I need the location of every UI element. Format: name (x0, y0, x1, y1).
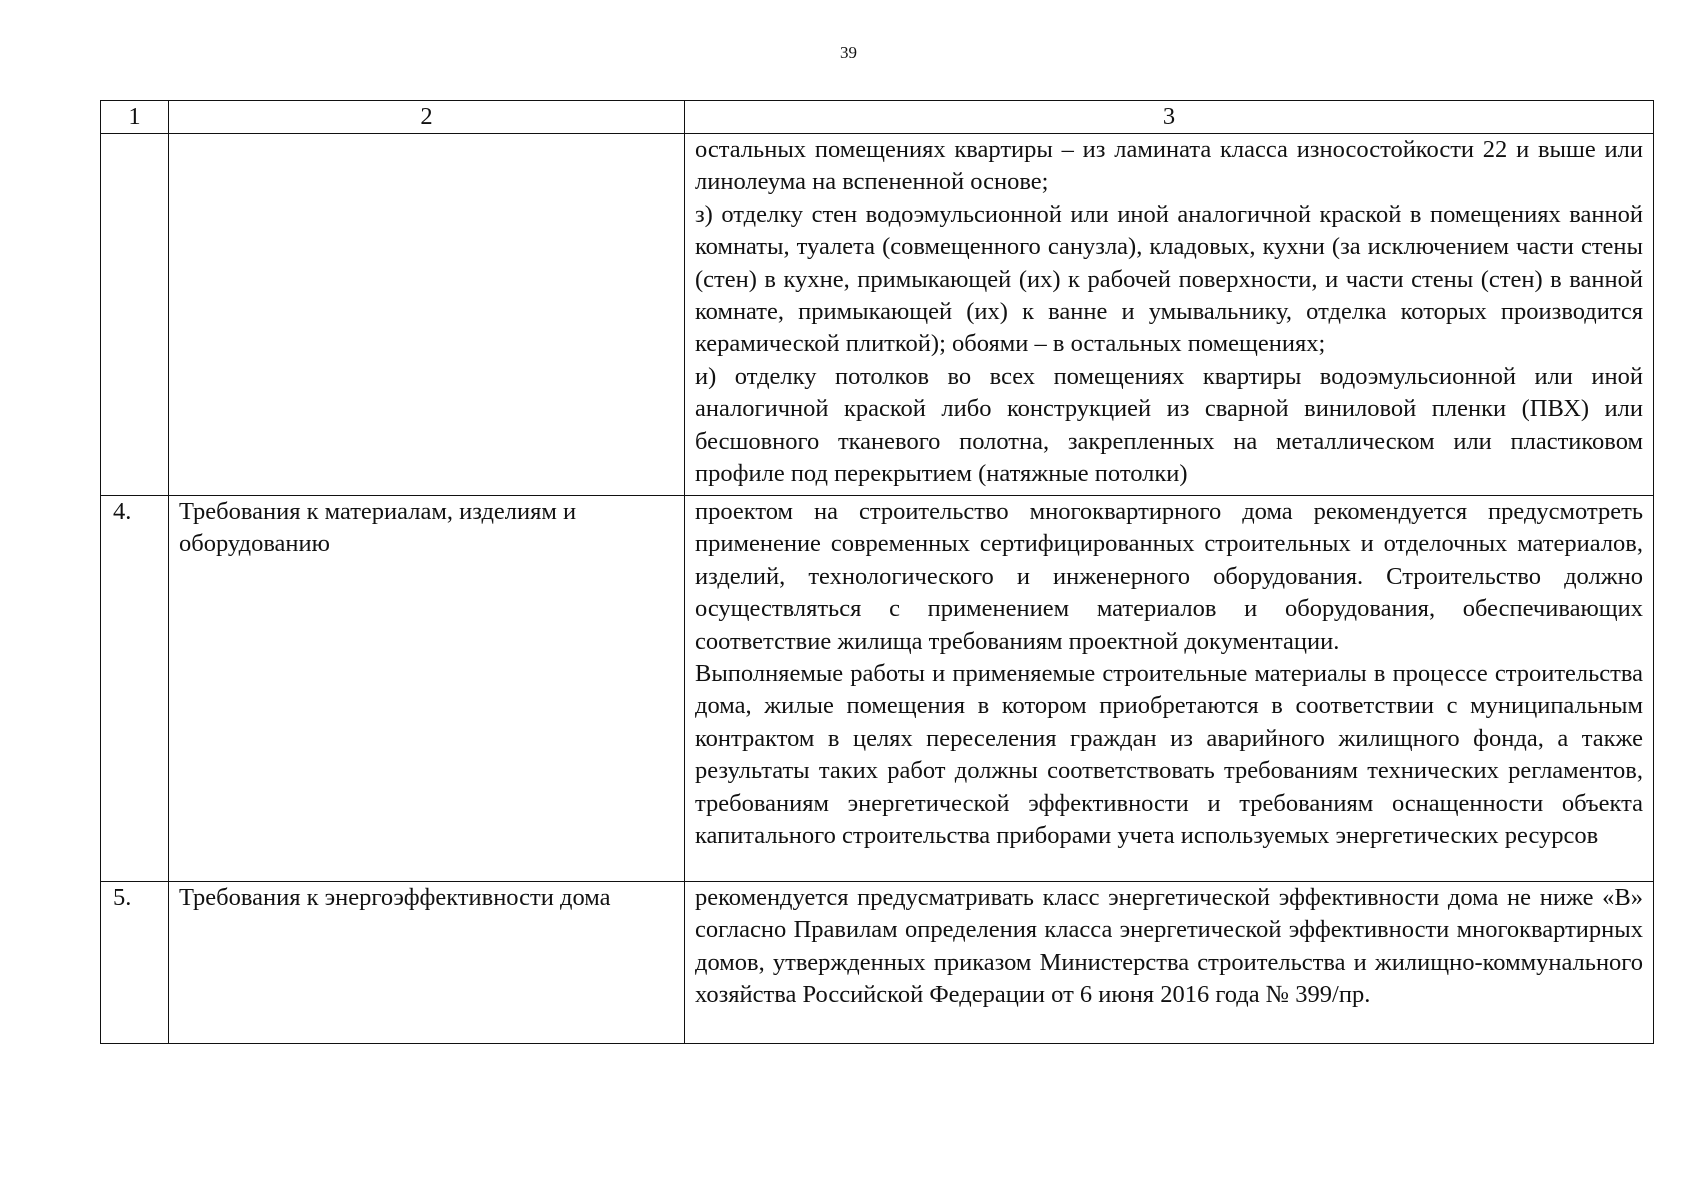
details-paragraph: Выполняемые работы и применяемые строительные материалы в процессе строительства дома, жилые помещения в котором приобретаются в соответствии с муниципальным контрактом в целях переселения граждан из аварийного жилищного фонда, а также результаты таких работ должны соответствовать требованиям технических регламентов, требованиям энергетической эффективности и требованиям оснащенности объекта капитального строительства приборами учета используемых энергетических ресурсов (695, 660, 1643, 850)
row-number (101, 134, 169, 496)
table-header-row (101, 101, 1654, 134)
details-paragraph: остальных помещениях квартиры – из ламината класса износостойкости 22 и выше или линолеума на вспененной основе; (695, 136, 1643, 196)
details-paragraph: и) отделку потолков во всех помещениях квартиры водоэмульсионной или иной аналогичной краской либо конструкцией из сварной виниловой пленки (ПВХ) или бесшовного тканевого полотна, закрепленных на металлическом или пластиковом профиле под перекрытием (натяжные потолки) (695, 362, 1643, 488)
requirement-name: Требования к энергоэффективности дома (169, 882, 685, 1044)
header-cell-2: 2 (169, 101, 685, 134)
details-paragraph: з) отделку стен водоэмульсионной или иной аналогичной краской в помещениях ванной комнаты, туалета (совмещенного санузла), кладовых, кухни (за исключением части стены (стен) в кухне, примыкающей (их) к рабочей поверхности, и части стены (стен) в ванной комнате, примыкающей (их) к ванне и умывальнику, отделка которых производится керамической плиткой); обоями – в остальных помещениях; (695, 200, 1643, 358)
requirement-name (169, 134, 685, 496)
requirements-table (100, 100, 1654, 1044)
table-row (101, 882, 1654, 1044)
requirement-details (685, 496, 1654, 882)
table-row (101, 134, 1654, 496)
details-paragraph: проектом на строительство многоквартирного дома рекомендуется предусмотреть применение современных сертифицированных строительных и отделочных материалов, изделий, технологического и инженерного оборудования. Строительство должно осуществляться с применением материалов и оборудования, обеспечивающих соответствие жилища требованиям проектной документации. (695, 498, 1643, 655)
requirement-name: Требования к материалам, изделиям и оборудованию (169, 496, 685, 882)
header-cell-1: 1 (101, 101, 169, 134)
header-cell-3: 3 (685, 101, 1654, 134)
requirement-details (685, 882, 1654, 1044)
row-number: 4. (101, 496, 169, 882)
page-number: 39 (840, 43, 857, 62)
table-row (101, 496, 1654, 882)
requirement-details (685, 134, 1654, 496)
details-paragraph: рекомендуется предусматривать класс энергетической эффективности дома не ниже «В» согласно Правилам определения класса энергетической эффективности многоквартирных домов, утвержденных приказом Министерства строительства и жилищно-коммунального хозяйства Российской Федерации от 6 июня 2016 года № 399/пр. (695, 884, 1643, 1009)
row-number: 5. (101, 882, 169, 1044)
